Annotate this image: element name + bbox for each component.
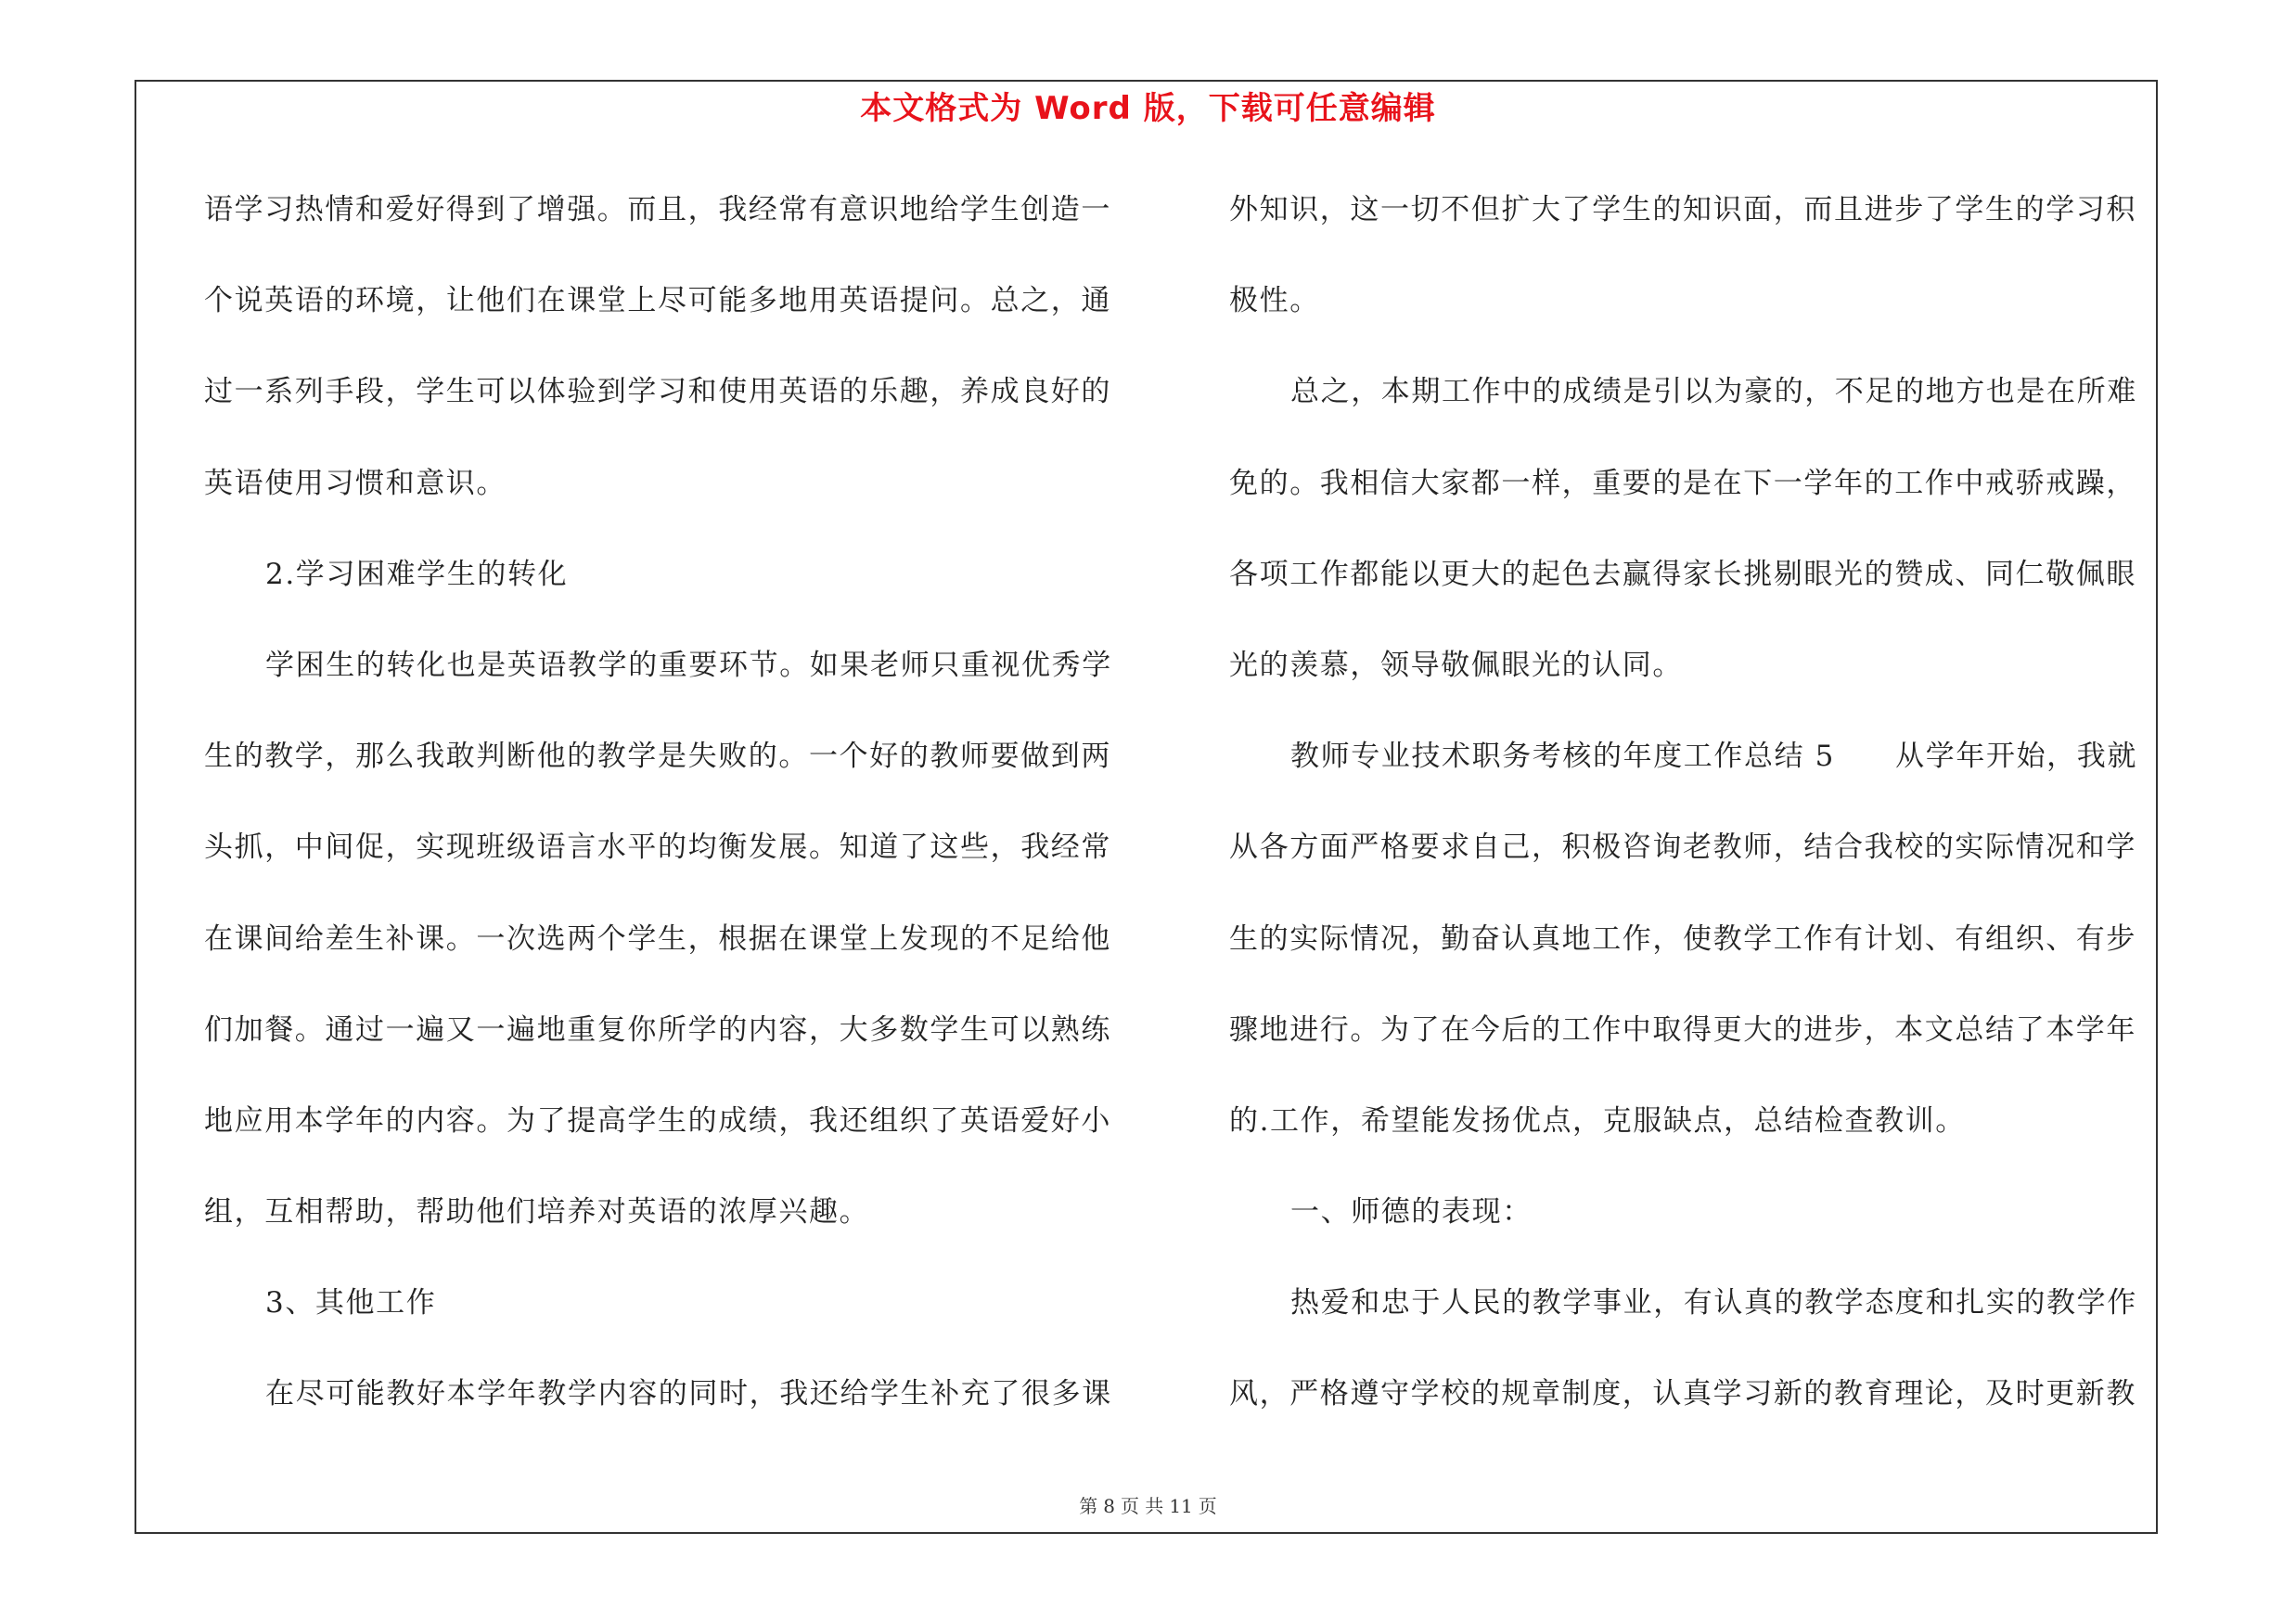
right-text-column xyxy=(1229,182,2157,1422)
page-prefix: 第 xyxy=(1079,1495,1098,1517)
text-line: 组，互相帮助，帮助他们培养对英语的浓厚兴趣。 xyxy=(204,1195,870,1230)
text-line: 热爱和忠于人民的教学事业，有认真的教学态度和扎实的教学作 xyxy=(1290,1286,2137,1320)
text-line: 极性。 xyxy=(1229,284,1320,318)
text-line: 骤地进行。为了在今后的工作中取得更大的进步，本文总结了本学年 xyxy=(1229,1012,2136,1047)
page-suffix: 页 xyxy=(1198,1495,1217,1517)
text-line: 地应用本学年的内容。为了提高学生的成绩，我还组织了英语爱好小 xyxy=(204,1103,1111,1138)
text-line: 语学习热情和爱好得到了增强。而且，我经常有意识地给学生创造一 xyxy=(204,193,1111,226)
format-notice-banner: 本文格式为 Word 版，下载可任意编辑 xyxy=(860,90,1436,127)
text-line: 生的实际情况，勤奋认真地工作，使教学工作有计划、有组织、有步 xyxy=(1229,921,2136,956)
text-line: 一、师德的表现： xyxy=(1290,1195,1533,1230)
page-number-footer xyxy=(0,1493,2296,1519)
text-line: 光的羡慕，领导敬佩眼光的认同。 xyxy=(1229,648,1683,682)
text-line: 3、其他工作 xyxy=(265,1286,437,1320)
text-line: 在尽可能教好本学年教学内容的同时，我还给学生补充了很多课 xyxy=(265,1377,1112,1411)
text-line: 2.学习困难学生的转化 xyxy=(265,557,569,591)
text-line: 学困生的转化也是英语教学的重要环节。如果老师只重视优秀学 xyxy=(265,648,1112,682)
left-text-column xyxy=(204,182,1132,1422)
text-line: 免的。我相信大家都一样，重要的是在下一学年的工作中戒骄戒躁， xyxy=(1229,466,2136,500)
text-line: 总之，本期工作中的成绩是引以为豪的，不足的地方也是在所难 xyxy=(1290,375,2137,409)
text-line: 个说英语的环境，让他们在课堂上尽可能多地用英语提问。总之，通 xyxy=(204,284,1111,318)
text-line: 各项工作都能以更大的起色去赢得家长挑剔眼光的赞成、同仁敬佩眼 xyxy=(1229,557,2136,591)
text-line: 头抓，中间促，实现班级语言水平的均衡发展。知道了这些，我经常 xyxy=(204,831,1111,865)
total-pages-number: 11 xyxy=(1169,1495,1193,1517)
text-line: 们加餐。通过一遍又一遍地重复你所学的内容，大多数学生可以熟练 xyxy=(204,1012,1111,1047)
text-line: 在课间给差生补课。一次选两个学生，根据在课堂上发现的不足给他 xyxy=(204,921,1111,956)
text-line: 教师专业技术职务考核的年度工作总结 5 从学年开始，我就 xyxy=(1290,740,2137,774)
text-line: 生的教学，那么我敢判断他的教学是失败的。一个好的教师要做到两 xyxy=(204,740,1111,774)
text-line: 外知识，这一切不但扩大了学生的知识面，而且进步了学生的学习积 xyxy=(1229,193,2136,226)
text-line: 过一系列手段，学生可以体验到学习和使用英语的乐趣，养成良好的 xyxy=(204,375,1111,409)
text-line: 风，严格遵守学校的规章制度，认真学习新的教育理论，及时更新教 xyxy=(1229,1377,2136,1411)
text-line: 的.工作，希望能发扬优点，克服缺点，总结检查教训。 xyxy=(1229,1103,1966,1138)
text-line: 英语使用习惯和意识。 xyxy=(204,466,507,500)
page-middle-text: 页 共 xyxy=(1120,1495,1164,1517)
text-line: 从各方面严格要求自己，积极咨询老教师，结合我校的实际情况和学 xyxy=(1229,831,2136,865)
current-page-number: 8 xyxy=(1103,1495,1115,1517)
